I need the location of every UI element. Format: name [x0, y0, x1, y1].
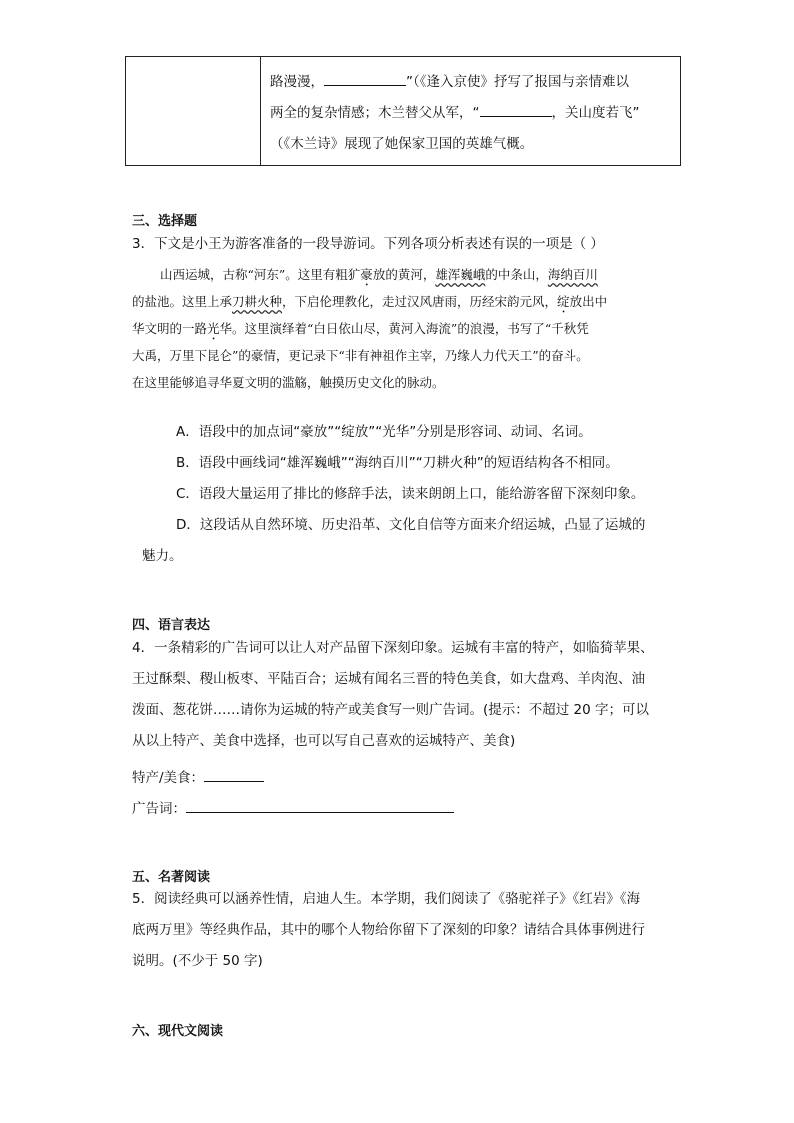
fill-blank-1[interactable]: [324, 71, 406, 86]
table-cell-content: [270, 67, 674, 160]
option-d[interactable]: D．这段话从自然环境、历史沿革、文化自信等方面来介绍运城，凸显了运城的: [176, 517, 646, 533]
table-line-2: 两全的复杂情感；木兰替父从军，“ ，关山度若飞”: [270, 98, 674, 129]
question-4: [132, 633, 672, 757]
underlined-word-daogeng: 刀耕火种: [232, 294, 283, 309]
underlined-word-haina: 海纳百川: [547, 267, 598, 282]
section-title-classics: 五、名著阅读: [132, 870, 211, 885]
option-b[interactable]: B．语段中画线词“雄浑巍峨”“海纳百川”“刀耕火种”的短语结构各不相同。: [176, 455, 619, 471]
guide-passage: [132, 262, 672, 396]
section-title-modern-reading: 六、现代文阅读: [132, 1024, 224, 1039]
q4-line-3: 泼面、葱花饼……请你为运城的特产或美食写一则广告词。(提示：不超过 20 字；可以: [132, 702, 650, 718]
passage-line-5: 在这里能够追寻华夏文明的滥觞，触摸历史文化的脉动。: [132, 374, 445, 390]
passage-line-3: 华文明的一路光华。这里演绎着“白日依山尽，黄河入海流”的浪漫，书写了“千秋凭: [132, 321, 589, 336]
poem-table: [125, 56, 681, 166]
option-c[interactable]: C．语段大量运用了排比的修辞手法，读来朗朗上口，能给游客留下深刻印象。: [176, 486, 645, 502]
option-a[interactable]: A．语段中的加点词“豪放”“绽放”“光华”分别是形容词、动词、名词。: [176, 424, 592, 440]
q4-line-4: 从以上特产、美食中选择，也可以写自己喜欢的运城特产、美食): [132, 733, 516, 749]
section-title-choice: 三、选择题: [132, 214, 198, 229]
table-divider: [260, 57, 261, 165]
question-3-options: [132, 417, 672, 572]
q5-line-3: 说明。(不少于 50 字): [132, 953, 263, 969]
q4-line-1: 4．一条精彩的广告词可以让人对产品留下深刻印象。运城有丰富的特产，如临猗苹果、: [132, 640, 654, 656]
question-3-stem: 3．下文是小王为游客准备的一段导游词。下列各项分析表述有误的一项是（ ）: [132, 236, 604, 252]
passage-line-2: 的盐池。这里上承刀耕火种，下启伦理教化，走过汉风唐雨，历经宋韵元风，绽放出中: [132, 294, 608, 309]
table-line-3: （《木兰诗》展现了她保家卫国的英雄气概。: [270, 136, 534, 152]
fill-blank-2[interactable]: [480, 102, 552, 117]
option-d-continued: 魅力。: [142, 548, 183, 564]
specialty-label: 特产/美食：: [132, 770, 205, 786]
passage-line-4: 大禹，万里下昆仑”的豪情，更记录下“非有神祖作主宰，乃缘人力代天工”的奋斗。: [132, 348, 589, 363]
table-line-1: 路漫漫， ”（《逢入京使》抒写了报国与亲情难以: [270, 67, 674, 98]
underlined-word-xionghun: 雄浑巍峨: [435, 267, 486, 282]
question-5: [132, 884, 672, 977]
q5-line-1: 5．阅读经典可以涵养性情，启迪人生。本学期，我们阅读了《骆驼祥子》《红岩》《海: [132, 891, 641, 907]
passage-line-1: 山西运城，古称“河东”。这里有粗犷豪放的黄河，雄浑巍峨的中条山，海纳百川: [160, 267, 598, 282]
specialty-field: [132, 766, 264, 786]
dotted-word-zhan: 绽: [557, 294, 570, 309]
dotted-word-hao: 豪: [360, 267, 373, 282]
specialty-answer-blank[interactable]: [204, 767, 264, 782]
slogan-field: [132, 797, 454, 817]
dotted-word-guang: 光: [207, 321, 220, 336]
slogan-answer-blank[interactable]: [186, 798, 454, 813]
q5-line-2: 底两万里》等经典作品，其中的哪个人物给你留下了深刻的印象？请结合具体事例进行: [132, 922, 645, 938]
slogan-label: 广告词：: [132, 801, 186, 817]
section-title-expression: 四、语言表达: [132, 618, 211, 633]
q4-line-2: 王过酥梨、稷山板枣、平陆百合；运城有闻名三晋的特色美食，如大盘鸡、羊肉泡、油: [132, 671, 645, 687]
